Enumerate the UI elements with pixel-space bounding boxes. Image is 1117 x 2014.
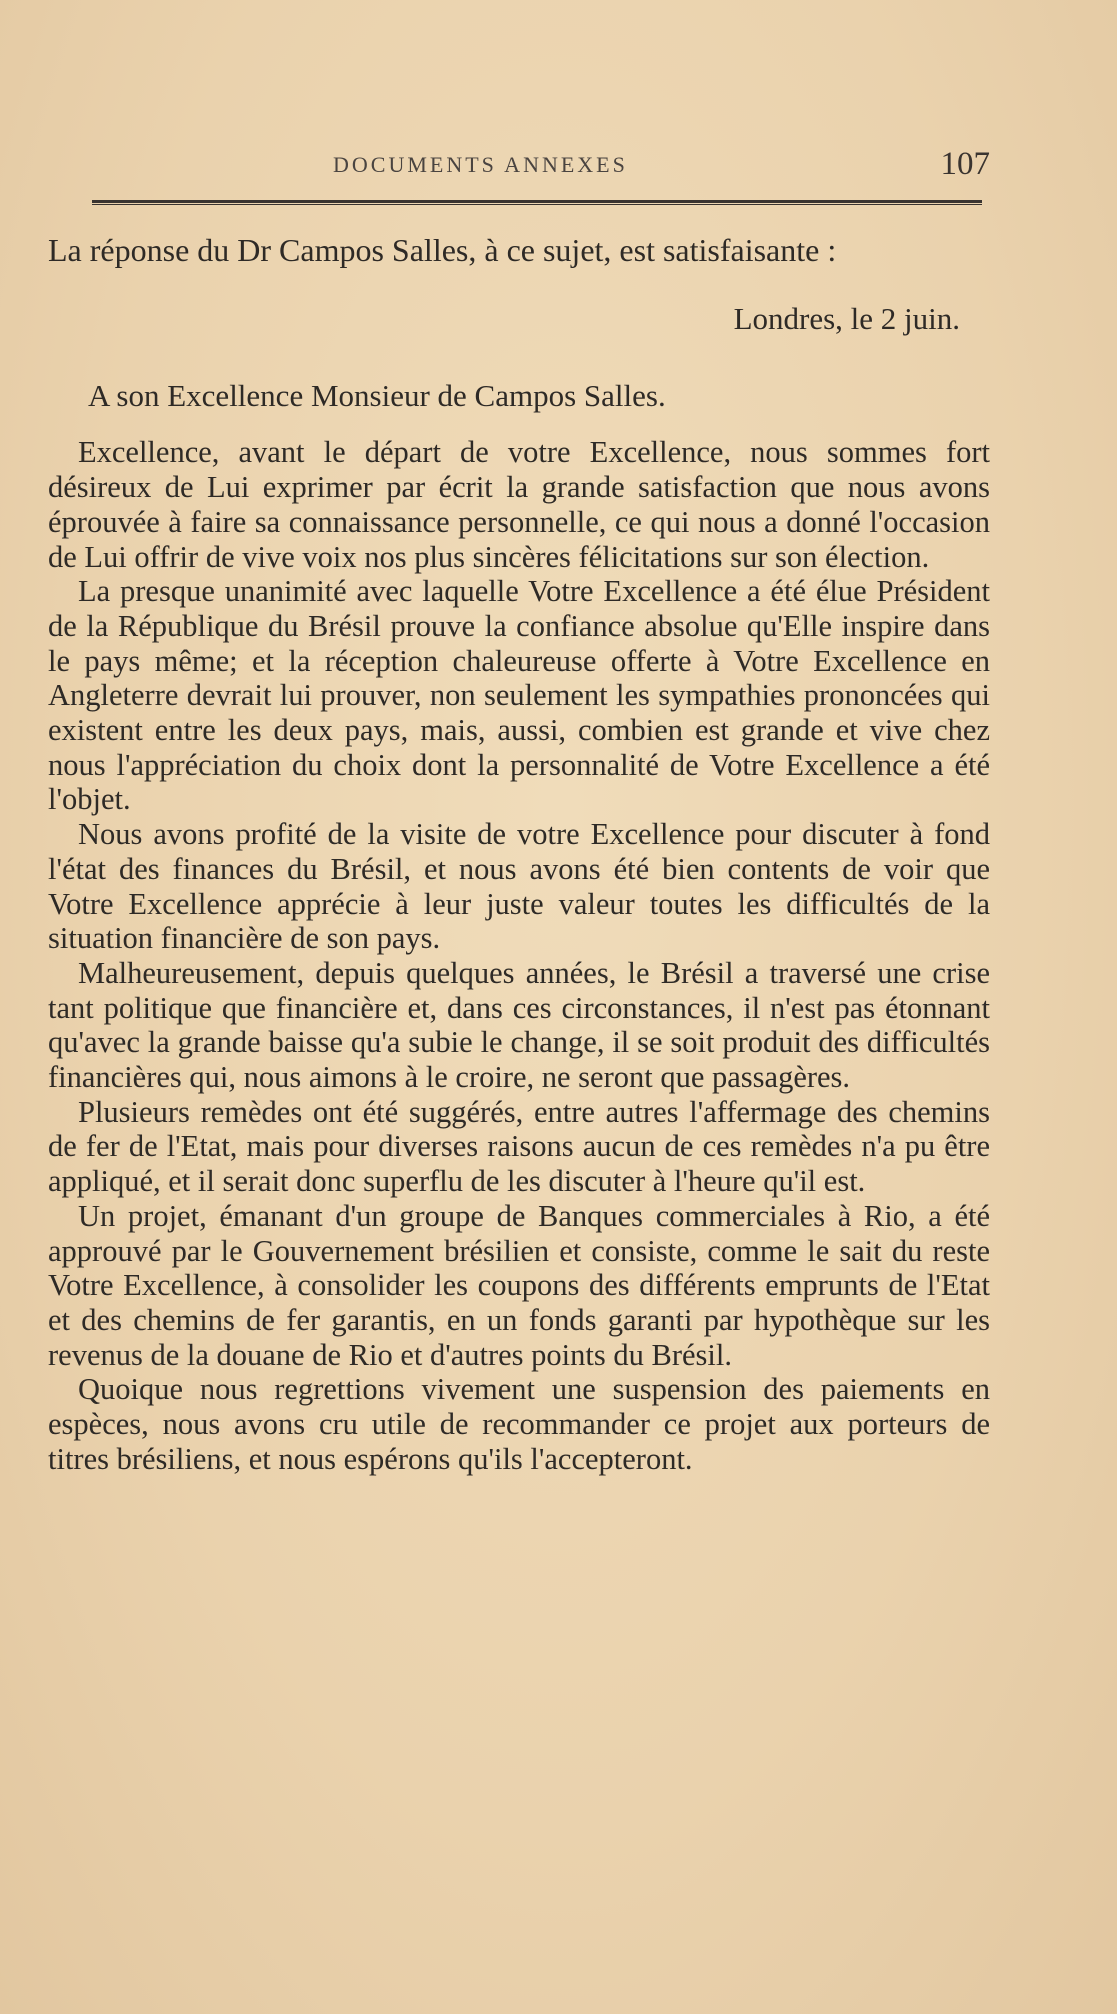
intro-paragraph: La réponse du Dr Campos Salles, à ce sujet, est satisfaisante : [48, 232, 837, 268]
body-paragraph: Plusieurs remèdes ont été suggérés, entre autres l'affermage des chemins de fer de l'Etat, mais pour diverses raisons aucun de ces remèdes n'a pu être appliqué, et il serait donc superflu de les discuter à l'heure qu'il est. [48, 1094, 990, 1199]
header-rule [92, 200, 982, 205]
body-paragraph: Nous avons profité de la visite de votre Excellence pour discuter à fond l'état des finances du Brésil, et nous avons été bien contents de voir que Votre Excellence apprécie à leur juste valeur toutes les difficultés de la situation financière de son pays. [48, 817, 990, 956]
text-block [48, 233, 990, 1477]
body-paragraph: La presque unanimité avec laquelle Votre Excellence a été élue Président de la République du Brésil prouve la confiance absolue qu'Elle inspire dans le pays même; et la réception chaleureuse offerte à Votre Excellence en Angleterre devrait lui prouver, non seulement les sympathies prononcées qui existent entre les deux pays, mais, aussi, combien est grande et vive chez nous l'appréciation du choix dont la personnalité de Votre Excellence a été l'objet. [48, 574, 990, 817]
running-title: DOCUMENTS ANNEXES [333, 152, 628, 177]
body-paragraph: Un projet, émanant d'un groupe de Banques commerciales à Rio, a été approuvé par le Gouvernement brésilien et consiste, comme le sait du reste Votre Excellence, à consolider les coupons des différents emprunts de l'Etat et des chemins de fer garantis, en un fonds garanti par hypothèque sur les revenus de la douane de Rio et d'autres points du Brésil. [48, 1198, 990, 1372]
body-paragraph: Malheureusement, depuis quelques années, le Brésil a traversé une crise tant politique que financière et, dans ces circonstances, il n'est pas étonnant qu'avec la grande baisse qu'a subie le change, il se soit produit des difficultés financières qui, nous aimons à le croire, ne seront que passagères. [48, 955, 990, 1095]
salutation: A son Excellence Monsieur de Campos Salles. [88, 377, 666, 413]
running-head [50, 146, 990, 192]
dateline: Londres, le 2 juin. [733, 301, 960, 336]
body-paragraph: Quoique nous regrettions vivement une suspension des paiements en espèces, nous avons cru utile de recommander ce projet aux porteurs de titres brésiliens, et nous espérons qu'ils l'accepteront. [48, 1372, 990, 1476]
body-paragraph: Excellence, avant le départ de votre Excellence, nous sommes fort désireux de Lui exprimer par écrit la grande satisfaction que nous avons éprouvée à faire sa connaissance personnelle, ce qui nous a donné l'occasion de Lui offrir de vive voix nos plus sincères félicitations sur son élection. [48, 435, 990, 574]
page-number: 107 [940, 146, 990, 182]
